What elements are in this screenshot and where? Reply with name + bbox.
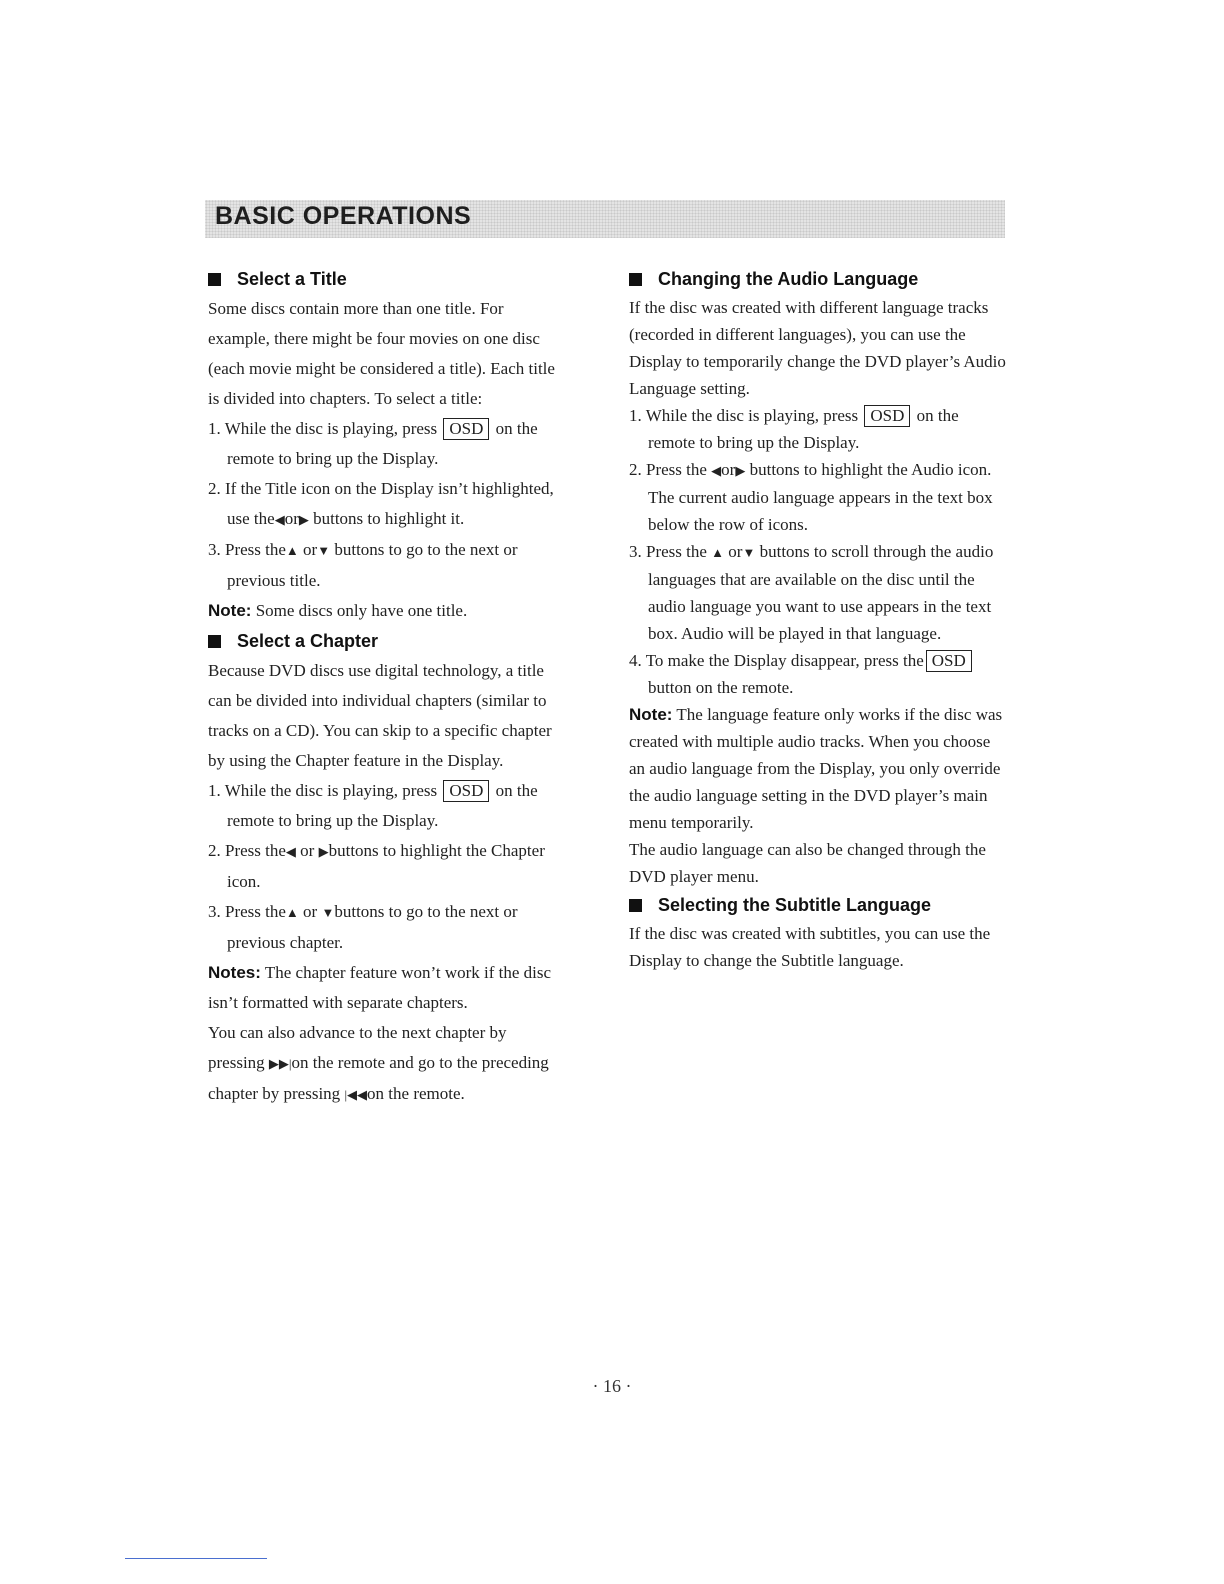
- page-title: BASIC OPERATIONS: [215, 202, 472, 230]
- audio-language-heading: Changing the Audio Language: [629, 264, 1009, 294]
- select-chapter-notes-extra: You can also advance to the next chapter by pressing ▶▶|on the remote and go to the preceding chapter by pressing |◀◀on the remote.: [208, 1023, 549, 1103]
- select-title-heading: Select a Title: [208, 264, 558, 294]
- notes-label: Notes:: [208, 963, 261, 982]
- note-label: Note:: [629, 705, 673, 724]
- osd-key-label: OSD: [864, 405, 910, 427]
- select-chapter-step-1: 1. While the disc is playing, press OSD on the remote to bring up the Display.: [208, 781, 538, 830]
- bullet-square-icon: [629, 273, 642, 286]
- audio-language-step-1: 1. While the disc is playing, press OSD on the remote to bring up the Display.: [629, 406, 959, 452]
- select-chapter-heading: Select a Chapter: [208, 626, 558, 656]
- next-chapter-icon: ▶▶|: [268, 1056, 292, 1071]
- audio-language-note: Note: The language feature only works if the disc was created with multiple audio tracks. When you choose an audio language from the Display, you only override the audio language setting in the DVD player’s main menu temporarily.: [629, 705, 1003, 832]
- right-arrow-icon: ▶: [298, 512, 309, 527]
- note-label: Note:: [208, 601, 252, 620]
- right-arrow-icon: ▶: [735, 463, 746, 478]
- up-arrow-icon: ▲: [711, 545, 725, 560]
- osd-key-label: OSD: [443, 780, 489, 802]
- select-title-note: Note: Some discs only have one title.: [208, 601, 468, 620]
- audio-language-step-4: 4. To make the Display disappear, press the OSD button on the remote.: [629, 647, 1009, 701]
- audio-language-step-3: 3. Press the ▲ or▼ buttons to scroll through the audio languages that are available on the disc until the audio language you want to use appears in the text box. Audio will be played in that language.: [629, 542, 994, 643]
- select-title-step-3: 3. Press the▲ or▼ buttons to go to the next or previous title.: [208, 540, 518, 590]
- bullet-square-icon: [208, 635, 221, 648]
- audio-language-step-2: 2. Press the ◀or▶ buttons to highlight the Audio icon. The current audio language appears in the text box below the row of icons.: [629, 460, 993, 534]
- audio-language-extra: The audio language can also be changed through the DVD player menu.: [629, 840, 986, 886]
- up-arrow-icon: ▲: [285, 905, 299, 920]
- audio-language-intro: If the disc was created with different language tracks (recorded in different languages), you can use the Display to temporarily change the DVD player’s Audio Language setting.: [629, 298, 1006, 398]
- down-arrow-icon: ▼: [742, 545, 756, 560]
- osd-key-label: OSD: [926, 650, 972, 672]
- select-title-intro: Some discs contain more than one title. For example, there might be four movies on one disc (each movie might be considered a title). Each title is divided into chapters. To select a title:: [208, 299, 555, 408]
- select-chapter-step-2: 2. Press the◀ or ▶buttons to highlight the Chapter icon.: [208, 841, 545, 891]
- bullet-square-icon: [208, 273, 221, 286]
- bullet-square-icon: [629, 899, 642, 912]
- select-chapter-step-3: 3. Press the▲ or ▼buttons to go to the next or previous chapter.: [208, 902, 518, 952]
- select-title-step-1: 1. While the disc is playing, press OSD on the remote to bring up the Display.: [208, 419, 538, 468]
- select-chapter-notes: Notes: The chapter feature won’t work if the disc isn’t formatted with separate chapters.: [208, 963, 552, 1012]
- osd-key-label: OSD: [443, 418, 489, 440]
- page-number: · 16 ·: [592, 1376, 632, 1396]
- select-title-step-2: 2. If the Title icon on the Display isn’t highlighted, use the◀or▶ buttons to highlight it.: [208, 479, 554, 528]
- left-arrow-icon: ◀: [285, 844, 296, 859]
- up-arrow-icon: ▲: [285, 543, 299, 558]
- left-arrow-icon: ◀: [711, 463, 722, 478]
- right-arrow-icon: ▶: [318, 844, 329, 859]
- right-column: [629, 264, 1009, 974]
- previous-chapter-icon: |◀◀: [344, 1087, 368, 1102]
- subtitle-language-intro: If the disc was created with subtitles, you can use the Display to change the Subtitle language.: [629, 924, 991, 970]
- left-column: [208, 264, 558, 1110]
- down-arrow-icon: ▼: [321, 905, 335, 920]
- down-arrow-icon: ▼: [317, 543, 331, 558]
- subtitle-language-heading: Selecting the Subtitle Language: [629, 890, 1009, 920]
- footer-divider: [125, 1558, 267, 1559]
- section-banner: [205, 200, 1005, 238]
- select-chapter-intro: Because DVD discs use digital technology, a title can be divided into individual chapters (similar to tracks on a CD). You can skip to a specific chapter by using the Chapter feature in the Display.: [208, 661, 552, 770]
- left-arrow-icon: ◀: [274, 512, 285, 527]
